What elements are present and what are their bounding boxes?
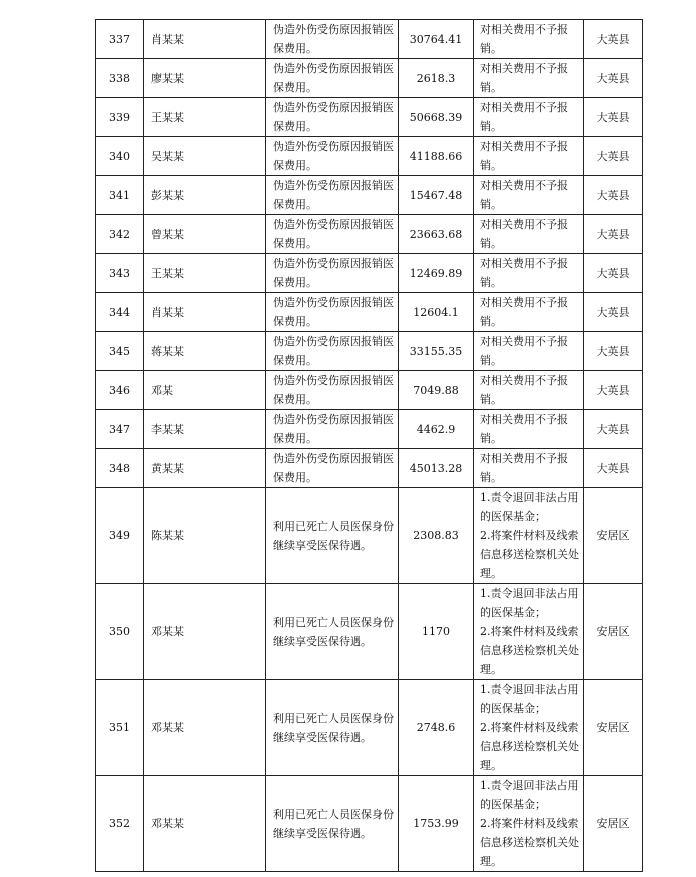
person-name: 陈某某 [144,488,266,584]
amount-value: 33155.35 [399,332,474,371]
amount-value: 12469.89 [399,254,474,293]
violation-reason: 伪造外伤受伤原因报销医 保费用。 [266,332,399,371]
case-table [95,19,643,872]
row-number: 343 [96,254,144,293]
handling-action: 对相关费用不予报 销。 [474,215,584,254]
row-number: 352 [96,776,144,872]
person-name: 邓某某 [144,680,266,776]
table-row [96,449,643,488]
region-name: 大英县 [584,98,643,137]
person-name: 吴某某 [144,137,266,176]
handling-action: 对相关费用不予报 销。 [474,449,584,488]
table-row [96,59,643,98]
region-name: 安居区 [584,680,643,776]
region-name: 大英县 [584,371,643,410]
person-name: 曾某某 [144,215,266,254]
person-name: 王某某 [144,98,266,137]
table-row [96,488,643,584]
violation-reason: 伪造外伤受伤原因报销医 保费用。 [266,59,399,98]
table-row [96,584,643,680]
violation-reason: 伪造外伤受伤原因报销医 保费用。 [266,410,399,449]
handling-action: 1.责令退回非法占用 的医保基金； 2.将案件材料及线索 信息移送检察机关处 理。 [474,680,584,776]
violation-reason: 伪造外伤受伤原因报销医 保费用。 [266,449,399,488]
person-name: 彭某某 [144,176,266,215]
person-name: 蒋某某 [144,332,266,371]
table-row [96,215,643,254]
handling-action: 1.责令退回非法占用 的医保基金； 2.将案件材料及线索 信息移送检察机关处 理。 [474,584,584,680]
amount-value: 23663.68 [399,215,474,254]
person-name: 廖某某 [144,59,266,98]
row-number: 339 [96,98,144,137]
amount-value: 1753.99 [399,776,474,872]
amount-value: 30764.41 [399,20,474,59]
row-number: 347 [96,410,144,449]
table-row [96,293,643,332]
violation-reason: 利用已死亡人员医保身份 继续享受医保待遇。 [266,584,399,680]
violation-reason: 利用已死亡人员医保身份 继续享受医保待遇。 [266,776,399,872]
table-row [96,680,643,776]
handling-action: 对相关费用不予报 销。 [474,254,584,293]
amount-value: 41188.66 [399,137,474,176]
region-name: 大英县 [584,410,643,449]
table-row [96,332,643,371]
amount-value: 7049.88 [399,371,474,410]
region-name: 大英县 [584,449,643,488]
region-name: 大英县 [584,293,643,332]
person-name: 李某某 [144,410,266,449]
violation-reason: 伪造外伤受伤原因报销医 保费用。 [266,215,399,254]
handling-action: 对相关费用不予报 销。 [474,137,584,176]
amount-value: 1170 [399,584,474,680]
case-table-body [96,20,643,872]
person-name: 邓某 [144,371,266,410]
table-row [96,410,643,449]
violation-reason: 伪造外伤受伤原因报销医 保费用。 [266,176,399,215]
violation-reason: 伪造外伤受伤原因报销医 保费用。 [266,293,399,332]
row-number: 350 [96,584,144,680]
region-name: 大英县 [584,20,643,59]
person-name: 黄某某 [144,449,266,488]
row-number: 340 [96,137,144,176]
region-name: 安居区 [584,488,643,584]
amount-value: 2308.83 [399,488,474,584]
table-row [96,776,643,872]
violation-reason: 伪造外伤受伤原因报销医 保费用。 [266,371,399,410]
violation-reason: 利用已死亡人员医保身份 继续享受医保待遇。 [266,488,399,584]
row-number: 348 [96,449,144,488]
table-row [96,98,643,137]
amount-value: 2618.3 [399,59,474,98]
handling-action: 对相关费用不予报 销。 [474,332,584,371]
amount-value: 12604.1 [399,293,474,332]
violation-reason: 伪造外伤受伤原因报销医 保费用。 [266,98,399,137]
row-number: 345 [96,332,144,371]
table-row [96,371,643,410]
handling-action: 对相关费用不予报 销。 [474,410,584,449]
violation-reason: 利用已死亡人员医保身份 继续享受医保待遇。 [266,680,399,776]
table-row [96,20,643,59]
table-row [96,137,643,176]
handling-action: 对相关费用不予报 销。 [474,20,584,59]
person-name: 肖某某 [144,20,266,59]
amount-value: 45013.28 [399,449,474,488]
person-name: 邓某某 [144,776,266,872]
amount-value: 15467.48 [399,176,474,215]
handling-action: 1.责令退回非法占用 的医保基金； 2.将案件材料及线索 信息移送检察机关处 理。 [474,776,584,872]
row-number: 351 [96,680,144,776]
region-name: 大英县 [584,332,643,371]
table-row [96,176,643,215]
handling-action: 对相关费用不予报 销。 [474,371,584,410]
violation-reason: 伪造外伤受伤原因报销医 保费用。 [266,20,399,59]
amount-value: 4462.9 [399,410,474,449]
person-name: 肖某某 [144,293,266,332]
handling-action: 对相关费用不予报 销。 [474,59,584,98]
handling-action: 对相关费用不予报 销。 [474,98,584,137]
row-number: 338 [96,59,144,98]
violation-reason: 伪造外伤受伤原因报销医 保费用。 [266,254,399,293]
region-name: 大英县 [584,59,643,98]
row-number: 344 [96,293,144,332]
person-name: 王某某 [144,254,266,293]
handling-action: 1.责令退回非法占用 的医保基金； 2.将案件材料及线索 信息移送检察机关处 理。 [474,488,584,584]
region-name: 大英县 [584,137,643,176]
row-number: 337 [96,20,144,59]
row-number: 346 [96,371,144,410]
table-row [96,254,643,293]
handling-action: 对相关费用不予报 销。 [474,293,584,332]
region-name: 大英县 [584,254,643,293]
region-name: 安居区 [584,584,643,680]
amount-value: 2748.6 [399,680,474,776]
region-name: 大英县 [584,176,643,215]
region-name: 安居区 [584,776,643,872]
handling-action: 对相关费用不予报 销。 [474,176,584,215]
row-number: 349 [96,488,144,584]
row-number: 341 [96,176,144,215]
person-name: 邓某某 [144,584,266,680]
row-number: 342 [96,215,144,254]
violation-reason: 伪造外伤受伤原因报销医 保费用。 [266,137,399,176]
amount-value: 50668.39 [399,98,474,137]
region-name: 大英县 [584,215,643,254]
